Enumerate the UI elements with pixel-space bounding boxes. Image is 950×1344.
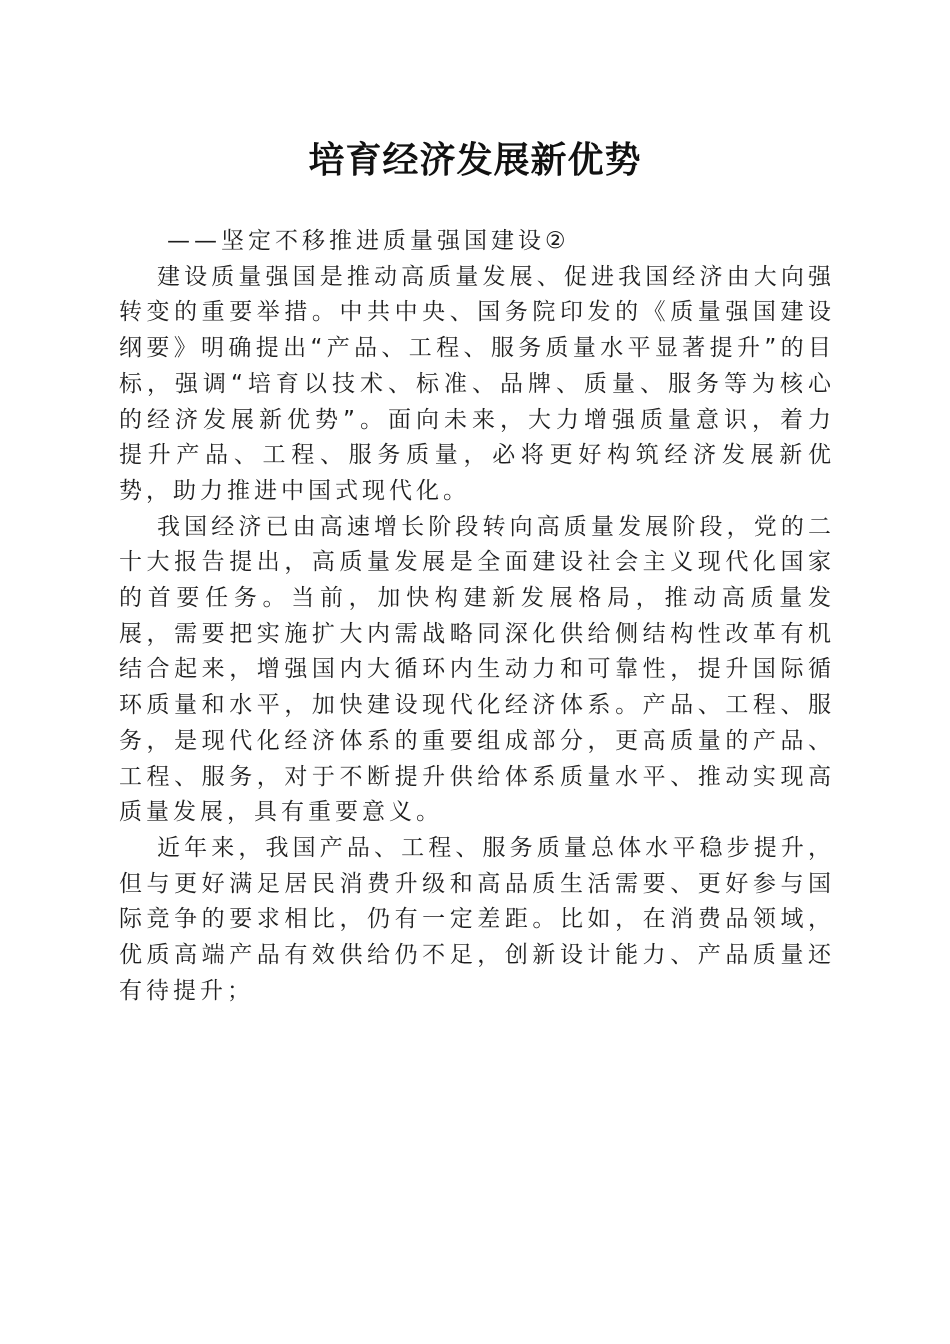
paragraph-2: 我国经济已由高速增长阶段转向高质量发展阶段，党的二十大报告提出，高质量发展是全面建设社会主义现代化国家的首要任务。当前，加快构建新发展格局，推动高质量发展，需要把实施扩大内需战略同深化供给侧结构性改革有机结合起来，增强国内大循环内生动力和可靠性，提升国际循环质量和水平，加快建设现代化经济体系。产品、工程、服务，是现代化经济体系的重要组成部分，更高质量的产品、工程、服务，对于不断提升供给体系质量水平、推动实现高质量发展，具有重要意义。 xyxy=(119,513,835,826)
document-subtitle: ——坚定不移推进质量强国建设② xyxy=(167,228,570,254)
paragraph-3: 近年来，我国产品、工程、服务质量总体水平稳步提升，但与更好满足居民消费升级和高品质生活需要、更好参与国际竞争的要求相比，仍有一定差距。比如，在消费品领域，优质高端产品有效供给仍不足，创新设计能力、产品质量还有待提升； xyxy=(119,834,835,1004)
paragraph-1: 建设质量强国是推动高质量发展、促进我国经济由大向强转变的重要举措。中共中央、国务院印发的《质量强国建设纲要》明确提出“产品、工程、服务质量水平显著提升”的目标，强调“培育以技术、标准、品牌、质量、服务等为核心的经济发展新优势”。面向未来，大力增强质量意识，着力提升产品、工程、服务质量，必将更好构筑经济发展新优势，助力推进中国式现代化。 xyxy=(119,263,835,504)
document-body xyxy=(119,224,835,1009)
document-title: 培育经济发展新优势 xyxy=(308,139,642,181)
